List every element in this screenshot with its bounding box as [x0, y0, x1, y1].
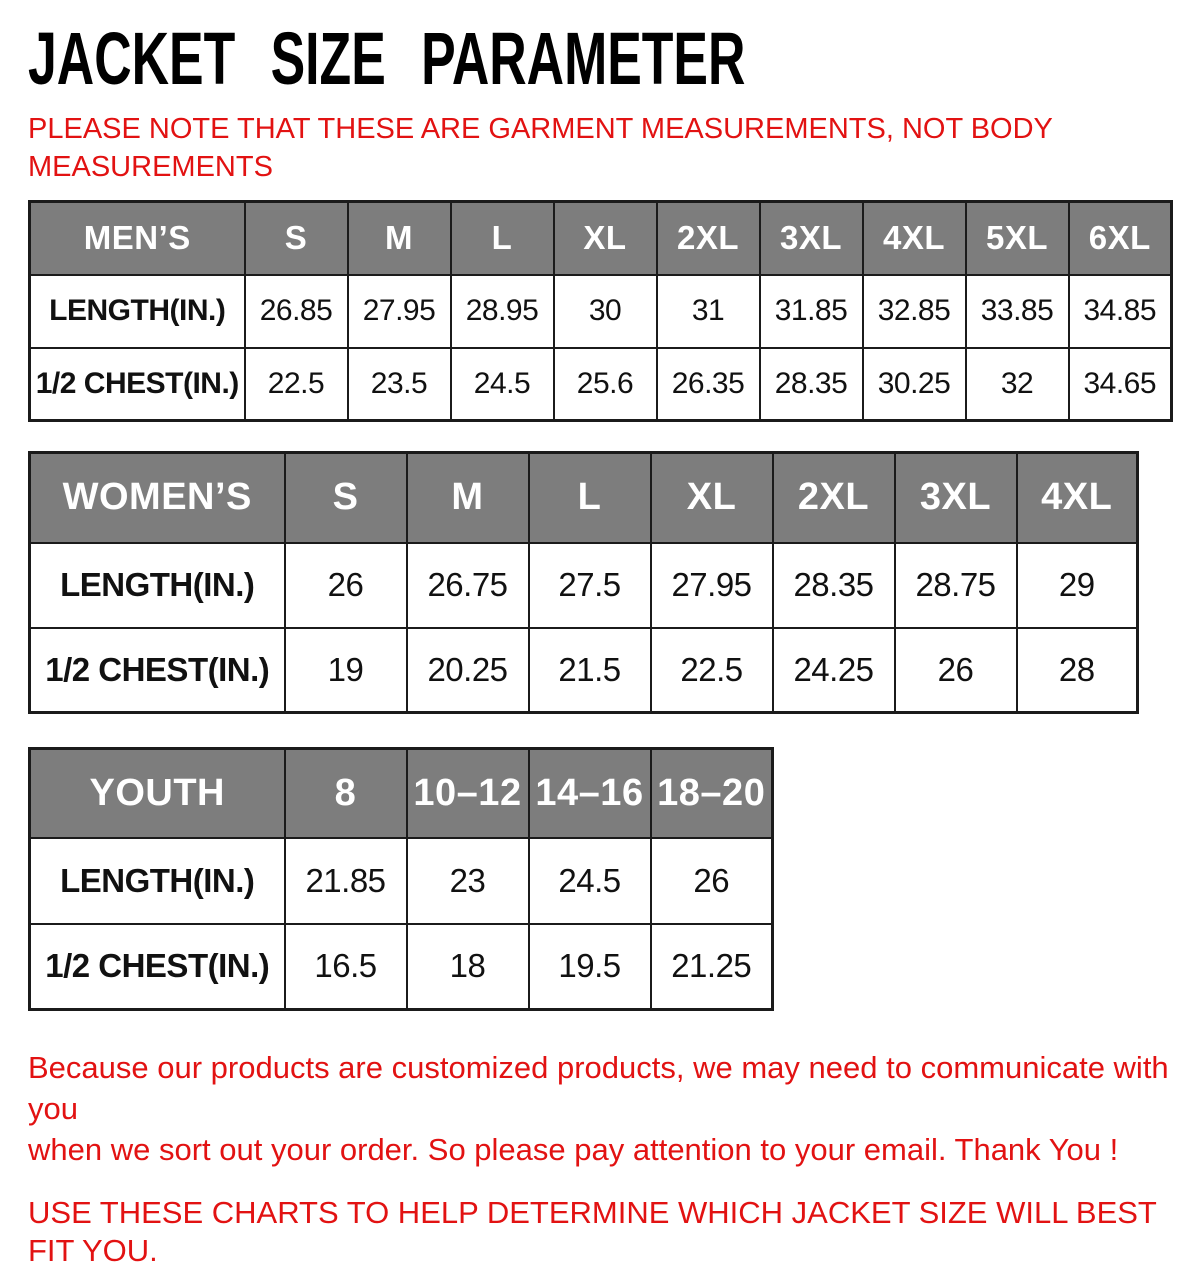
customized-products-note-line2: when we sort out your order. So please pay attention to your email. Thank You !	[28, 1132, 1119, 1167]
value-cell: 28.35	[760, 348, 863, 421]
value-cell: 28.75	[895, 543, 1017, 628]
value-cell: 21.5	[529, 628, 651, 713]
youth-length-row	[30, 838, 773, 924]
value-cell: 30	[554, 275, 657, 348]
value-cell: 28.95	[451, 275, 554, 348]
womens-size-header-2xl: 2XL	[773, 453, 895, 543]
page-title	[28, 16, 1170, 102]
mens-size-header-l: L	[451, 202, 554, 275]
value-cell: 28.35	[773, 543, 895, 628]
mens-length-row	[30, 275, 1172, 348]
womens-table-title-cell: WOMEN’S	[30, 453, 285, 543]
womens-size-header-4xl: 4XL	[1017, 453, 1138, 543]
value-cell: 23	[407, 838, 529, 924]
youth-chest-row	[30, 924, 773, 1010]
mens-size-table	[28, 200, 1173, 422]
customized-products-note-line1: Because our products are customized products, we may need to communicate with you	[28, 1050, 1169, 1126]
garment-measurement-note-line2: MEASUREMENTS	[28, 151, 273, 183]
value-cell: 24.5	[529, 838, 651, 924]
value-cell: 21.25	[651, 924, 773, 1010]
value-cell: 31	[657, 275, 760, 348]
mens-size-header-3xl: 3XL	[760, 202, 863, 275]
womens-header-row	[30, 453, 1138, 543]
value-cell: 26	[651, 838, 773, 924]
mens-length-label: LENGTH(IN.)	[30, 275, 245, 348]
garment-measurement-note	[28, 110, 1170, 186]
value-cell: 26	[285, 543, 407, 628]
mens-size-header-6xl: 6XL	[1069, 202, 1172, 275]
womens-size-table	[28, 451, 1139, 714]
value-cell: 23.5	[348, 348, 451, 421]
customized-products-note	[28, 1047, 1170, 1170]
value-cell: 16.5	[285, 924, 407, 1010]
womens-size-header-s: S	[285, 453, 407, 543]
value-cell: 34.85	[1069, 275, 1172, 348]
mens-header-row	[30, 202, 1172, 275]
value-cell: 19.5	[529, 924, 651, 1010]
youth-size-header-10-12: 10–12	[407, 749, 529, 838]
value-cell: 27.5	[529, 543, 651, 628]
womens-size-header-m: M	[407, 453, 529, 543]
mens-size-header-xl: XL	[554, 202, 657, 275]
value-cell: 30.25	[863, 348, 966, 421]
value-cell: 26	[895, 628, 1017, 713]
value-cell: 34.65	[1069, 348, 1172, 421]
value-cell: 33.85	[966, 275, 1069, 348]
page-title-text: JACKET SIZE PARAMETER	[28, 17, 746, 100]
value-cell: 19	[285, 628, 407, 713]
value-cell: 22.5	[245, 348, 348, 421]
womens-chest-label: 1/2 CHEST(IN.)	[30, 628, 285, 713]
youth-size-header-8: 8	[285, 749, 407, 838]
value-cell: 32.85	[863, 275, 966, 348]
value-cell: 27.95	[651, 543, 773, 628]
garment-measurement-note-line1: PLEASE NOTE THAT THESE ARE GARMENT MEASUREMENTS, NOT BODY	[28, 113, 1053, 145]
mens-size-header-5xl: 5XL	[966, 202, 1069, 275]
value-cell: 28	[1017, 628, 1138, 713]
youth-size-header-14-16: 14–16	[529, 749, 651, 838]
value-cell: 27.95	[348, 275, 451, 348]
youth-size-header-18-20: 18–20	[651, 749, 773, 838]
mens-size-header-m: M	[348, 202, 451, 275]
value-cell: 21.85	[285, 838, 407, 924]
value-cell: 22.5	[651, 628, 773, 713]
youth-length-label: LENGTH(IN.)	[30, 838, 285, 924]
value-cell: 20.25	[407, 628, 529, 713]
womens-size-header-3xl: 3XL	[895, 453, 1017, 543]
use-charts-note: USE THESE CHARTS TO HELP DETERMINE WHICH JACKET SIZE WILL BEST FIT YOU.	[28, 1195, 1157, 1268]
youth-size-table	[28, 747, 774, 1011]
womens-size-header-xl: XL	[651, 453, 773, 543]
value-cell: 24.5	[451, 348, 554, 421]
youth-header-row	[30, 749, 773, 838]
value-cell: 32	[966, 348, 1069, 421]
womens-chest-row	[30, 628, 1138, 713]
womens-size-header-l: L	[529, 453, 651, 543]
value-cell: 29	[1017, 543, 1138, 628]
womens-length-row	[30, 543, 1138, 628]
mens-chest-row	[30, 348, 1172, 421]
value-cell: 26.75	[407, 543, 529, 628]
value-cell: 26.35	[657, 348, 760, 421]
value-cell: 31.85	[760, 275, 863, 348]
mens-size-header-s: S	[245, 202, 348, 275]
womens-length-label: LENGTH(IN.)	[30, 543, 285, 628]
youth-chest-label: 1/2 CHEST(IN.)	[30, 924, 285, 1010]
mens-size-header-2xl: 2XL	[657, 202, 760, 275]
mens-table-title-cell: MEN’S	[30, 202, 245, 275]
value-cell: 18	[407, 924, 529, 1010]
value-cell: 26.85	[245, 275, 348, 348]
value-cell: 25.6	[554, 348, 657, 421]
mens-size-header-4xl: 4XL	[863, 202, 966, 275]
mens-chest-label: 1/2 CHEST(IN.)	[30, 348, 245, 421]
value-cell: 24.25	[773, 628, 895, 713]
youth-table-title-cell: YOUTH	[30, 749, 285, 838]
